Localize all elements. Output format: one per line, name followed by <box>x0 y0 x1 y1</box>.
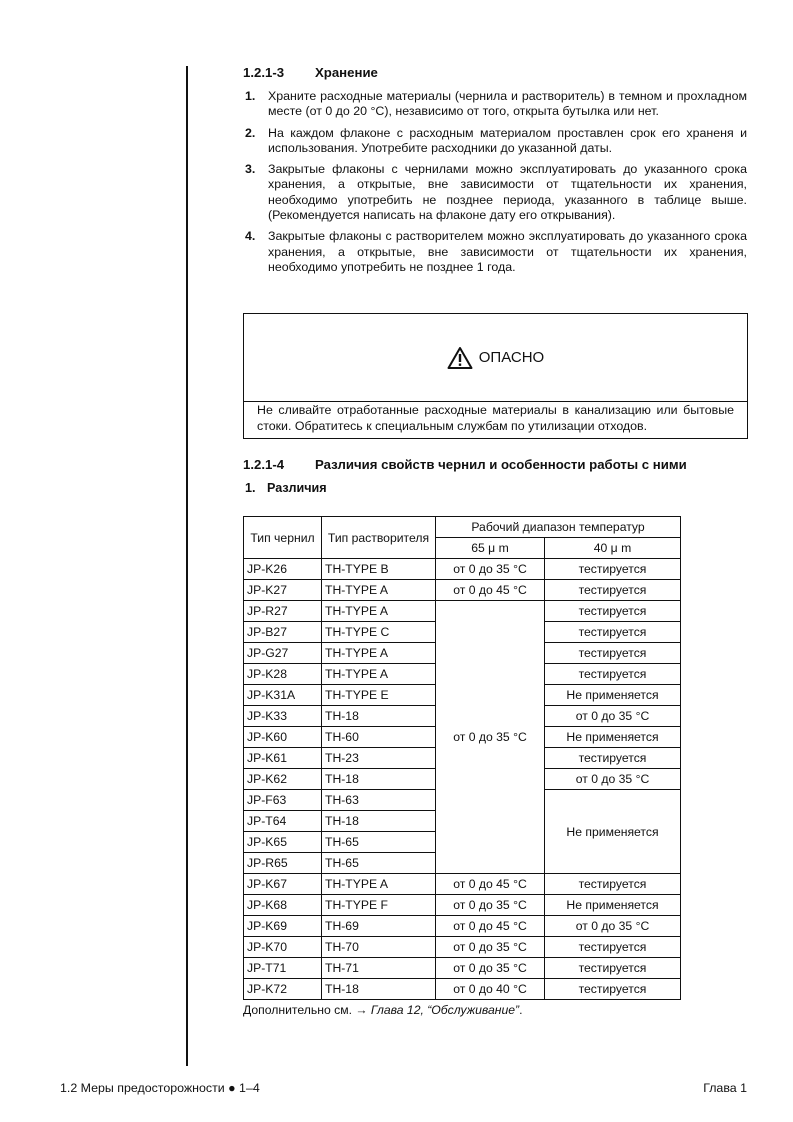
list-item <box>243 89 747 120</box>
danger-box <box>243 313 748 439</box>
temp-40um-cell: Не применяется <box>545 895 681 916</box>
solvent-type-cell: TH-TYPE E <box>322 685 436 706</box>
chapter-reference-link[interactable]: Глава 12, “Обслуживание” <box>370 1003 520 1017</box>
temp-65um-cell: от 0 до 35 °C <box>436 559 545 580</box>
temp-65um-cell: от 0 до 35 °C <box>436 958 545 979</box>
temp-65um-cell: от 0 до 35 °C <box>436 937 545 958</box>
solvent-type-cell: TH-TYPE B <box>322 559 436 580</box>
solvent-type-cell: TH-69 <box>322 916 436 937</box>
ink-type-cell: JP-K72 <box>244 979 322 1000</box>
temp-65um-cell: от 0 до 45 °C <box>436 874 545 895</box>
ink-type-cell: JP-K65 <box>244 832 322 853</box>
table-row <box>244 937 681 958</box>
temp-65um-cell: от 0 до 35 °C <box>436 895 545 916</box>
temp-40um-cell: от 0 до 35 °C <box>545 916 681 937</box>
solvent-type-cell: TH-65 <box>322 832 436 853</box>
temp-40um-cell: Не применяется <box>545 685 681 706</box>
solvent-type-cell: TH-TYPE A <box>322 874 436 895</box>
footer-right: Глава 1 <box>703 1081 747 1095</box>
solvent-type-cell: TH-TYPE A <box>322 580 436 601</box>
item-number: 2. <box>245 125 256 140</box>
reference-note <box>243 1003 522 1017</box>
ink-type-cell: JP-K33 <box>244 706 322 727</box>
table-row <box>244 916 681 937</box>
temp-40um-cell: от 0 до 35 °C <box>545 769 681 790</box>
section-heading-storage <box>243 65 378 80</box>
item-text: Закрытые флаконы с чернилами можно эксплуатировать до указанного срока хранения, а открытые, вне зависимости от тщательности их хранения, необходимо употребить не позднее периода, указанного в таблице выше. (Рекомендуется написать на флаконе дату его открывания). <box>268 162 747 223</box>
solvent-type-cell: TH-60 <box>322 727 436 748</box>
solvent-type-cell: TH-TYPE C <box>322 622 436 643</box>
solvent-type-cell: TH-70 <box>322 937 436 958</box>
solvent-type-cell: TH-TYPE A <box>322 643 436 664</box>
ink-type-cell: JP-K31A <box>244 685 322 706</box>
subsection-number: 1. <box>245 481 256 495</box>
storage-list <box>243 89 747 281</box>
temp-40um-merged-cell: Не применяется <box>545 790 681 874</box>
temp-40um-cell: Не применяется <box>545 727 681 748</box>
solvent-type-cell: TH-18 <box>322 811 436 832</box>
table-row <box>244 874 681 895</box>
ink-type-cell: JP-G27 <box>244 643 322 664</box>
table-row <box>244 559 681 580</box>
item-text: На каждом флаконе с расходным материалом проставлен срок его храненя и использования. Употребите расходники до указанной даты. <box>268 125 747 155</box>
item-text: Закрытые флаконы с растворителем можно эксплуатировать до указанного срока хранения, а открытые, вне зависимости от тщательности их хранения, необходимо употребить не позднее 1 года. <box>268 229 747 274</box>
table-row <box>244 895 681 916</box>
ink-type-cell: JP-K28 <box>244 664 322 685</box>
temp-65um-cell: от 0 до 40 °C <box>436 979 545 1000</box>
item-number: 4. <box>245 229 256 244</box>
section-title: Различия свойств чернил и особенности работы с ними <box>315 457 687 472</box>
ink-type-cell: JP-T64 <box>244 811 322 832</box>
subsection-heading <box>245 481 327 495</box>
danger-label: ОПАСНО <box>478 349 545 366</box>
ink-type-cell: JP-K61 <box>244 748 322 769</box>
header-40um: 40 μ m <box>545 538 681 559</box>
solvent-type-cell: TH-TYPE A <box>322 664 436 685</box>
header-temp-range: Рабочий диапазон температур <box>436 517 681 538</box>
subsection-title: Различия <box>267 481 327 495</box>
note-prefix: Дополнительно см. → <box>243 1003 371 1017</box>
ink-type-cell: JP-K69 <box>244 916 322 937</box>
warning-triangle-icon <box>447 346 473 370</box>
ink-type-cell: JP-K60 <box>244 727 322 748</box>
temp-65um-merged-cell: от 0 до 35 °C <box>436 601 545 874</box>
section-number: 1.2.1-3 <box>243 65 285 80</box>
solvent-type-cell: TH-65 <box>322 853 436 874</box>
temp-40um-cell: тестируется <box>545 559 681 580</box>
ink-type-cell: JP-F63 <box>244 790 322 811</box>
table-row <box>244 979 681 1000</box>
footer-left: 1.2 Меры предосторожности ● 1–4 <box>60 1081 260 1095</box>
temp-40um-cell: тестируется <box>545 874 681 895</box>
section-number: 1.2.1-4 <box>243 457 285 472</box>
solvent-type-cell: TH-TYPE A <box>322 601 436 622</box>
section-heading-differences <box>243 457 687 472</box>
list-item <box>243 162 747 223</box>
ink-type-cell: JP-K26 <box>244 559 322 580</box>
temp-40um-cell: тестируется <box>545 664 681 685</box>
solvent-type-cell: TH-63 <box>322 790 436 811</box>
header-ink-type: Тип чернил <box>244 517 322 559</box>
temp-65um-cell: от 0 до 45 °C <box>436 916 545 937</box>
ink-type-cell: JP-R27 <box>244 601 322 622</box>
ink-type-cell: JP-K68 <box>244 895 322 916</box>
temp-40um-cell: тестируется <box>545 580 681 601</box>
ink-type-cell: JP-T71 <box>244 958 322 979</box>
solvent-type-cell: TH-18 <box>322 706 436 727</box>
solvent-type-cell: TH-71 <box>322 958 436 979</box>
danger-text: Не сливайте отработанные расходные материалы в канализацию или бытовые стоки. Обратитесь к специальным службам по утилизации отходов. <box>257 403 734 433</box>
solvent-type-cell: TH-18 <box>322 769 436 790</box>
ink-type-cell: JP-K27 <box>244 580 322 601</box>
solvent-type-cell: TH-TYPE F <box>322 895 436 916</box>
ink-type-cell: JP-B27 <box>244 622 322 643</box>
margin-rule <box>186 66 188 1066</box>
danger-header <box>244 314 747 402</box>
table-row <box>244 580 681 601</box>
temp-40um-cell: тестируется <box>545 622 681 643</box>
table-row <box>244 958 681 979</box>
item-text: Храните расходные материалы (чернила и растворитель) в темном и прохладном месте (от 0 до 20 °C), независимо от того, открыта бутылка или нет. <box>268 89 747 119</box>
ink-type-cell: JP-R65 <box>244 853 322 874</box>
temp-40um-cell: тестируется <box>545 937 681 958</box>
note-suffix: . <box>519 1003 523 1017</box>
temp-40um-cell: тестируется <box>545 979 681 1000</box>
temp-40um-cell: тестируется <box>545 958 681 979</box>
section-title: Хранение <box>315 65 378 80</box>
temp-40um-cell: тестируется <box>545 643 681 664</box>
temp-40um-cell: тестируется <box>545 748 681 769</box>
ink-type-cell: JP-K67 <box>244 874 322 895</box>
temp-40um-cell: от 0 до 35 °C <box>545 706 681 727</box>
list-item <box>243 229 747 275</box>
ink-type-cell: JP-K70 <box>244 937 322 958</box>
list-item <box>243 126 747 157</box>
solvent-type-cell: TH-18 <box>322 979 436 1000</box>
item-number: 1. <box>245 89 256 103</box>
solvent-type-cell: TH-23 <box>322 748 436 769</box>
ink-table <box>243 516 681 1000</box>
table-row <box>244 601 681 622</box>
ink-type-cell: JP-K62 <box>244 769 322 790</box>
item-number: 3. <box>245 162 256 177</box>
header-solvent-type: Тип растворителя <box>322 517 436 559</box>
temp-40um-cell: тестируется <box>545 601 681 622</box>
header-65um: 65 μ m <box>436 538 545 559</box>
temp-65um-cell: от 0 до 45 °C <box>436 580 545 601</box>
